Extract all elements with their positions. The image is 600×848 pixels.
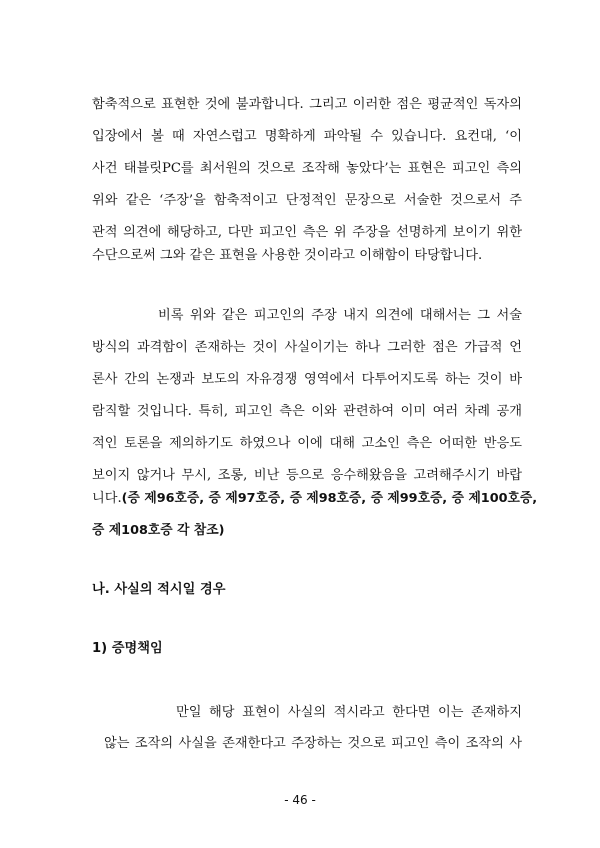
paragraph-1-line: 수단으로써 그와 같은 표현을 사용한 것이라고 이해함이 타당합니다. xyxy=(92,248,483,263)
paragraph-2-end-text: 니다. xyxy=(92,491,122,506)
evidence-reference: 증 제108호증 각 참조) xyxy=(92,523,225,538)
section-heading: 나. 사실의 적시일 경우 xyxy=(92,582,226,597)
paragraph-3-line: 만일 해당 표현이 사실의 적시라고 한다면 이는 존재하지 xyxy=(176,705,522,720)
paragraph-1-line: 입장에서 볼 때 자연스럽고 명확하게 파악될 수 있습니다. 요컨대, ‘이 xyxy=(92,129,522,144)
page-number: - 46 - xyxy=(284,793,316,807)
subsection-heading: 1) 증명책임 xyxy=(92,641,163,656)
paragraph-1-line: 함축적으로 표현한 것에 불과합니다. 그리고 이러한 점은 평균적인 독자의 xyxy=(92,97,522,112)
paragraph-1-line: 관적 의견에 해당하고, 다만 피고인 측은 위 주장을 선명하게 보이기 위한 xyxy=(92,225,522,240)
paragraph-1-line: 사건 태블릿PC를 최서원의 것으로 조작해 놓았다’는 표현은 피고인 측의 xyxy=(92,161,522,176)
paragraph-2-line-with-refs xyxy=(92,489,538,509)
paragraph-1-line: 위와 같은 ‘주장’을 함축적이고 단정적인 문장으로 서술한 것으로서 주 xyxy=(92,193,522,208)
paragraph-3-line: 않는 조작의 사실을 존재한다고 주장하는 것으로 피고인 측이 조작의 사 xyxy=(104,736,522,751)
evidence-reference: (증 제96호증, 증 제97호증, 증 제98호증, 증 제99호증, 증 제100호증, xyxy=(121,491,538,506)
paragraph-2-line: 람직할 것입니다. 특히, 피고인 측은 이와 관련하여 이미 여러 차례 공개 xyxy=(92,404,522,419)
paragraph-2-refs-line xyxy=(92,521,522,541)
paragraph-2-line: 보이지 않거나 무시, 조롱, 비난 등으로 응수해왔음을 고려해주시기 바랍 xyxy=(92,468,522,483)
paragraph-2-line: 비록 위와 같은 피고인의 주장 내지 의견에 대해서는 그 서술 xyxy=(158,308,522,323)
paragraph-2-line: 적인 토론을 제의하기도 하였으나 이에 대해 고소인 측은 어떠한 반응도 xyxy=(92,436,522,451)
paragraph-2-line: 론사 간의 논쟁과 보도의 자유경쟁 영역에서 다투어지도록 하는 것이 바 xyxy=(92,372,522,387)
paragraph-2-line: 방식의 과격함이 존재하는 것이 사실이기는 하나 그러한 점은 가급적 언 xyxy=(92,340,522,355)
